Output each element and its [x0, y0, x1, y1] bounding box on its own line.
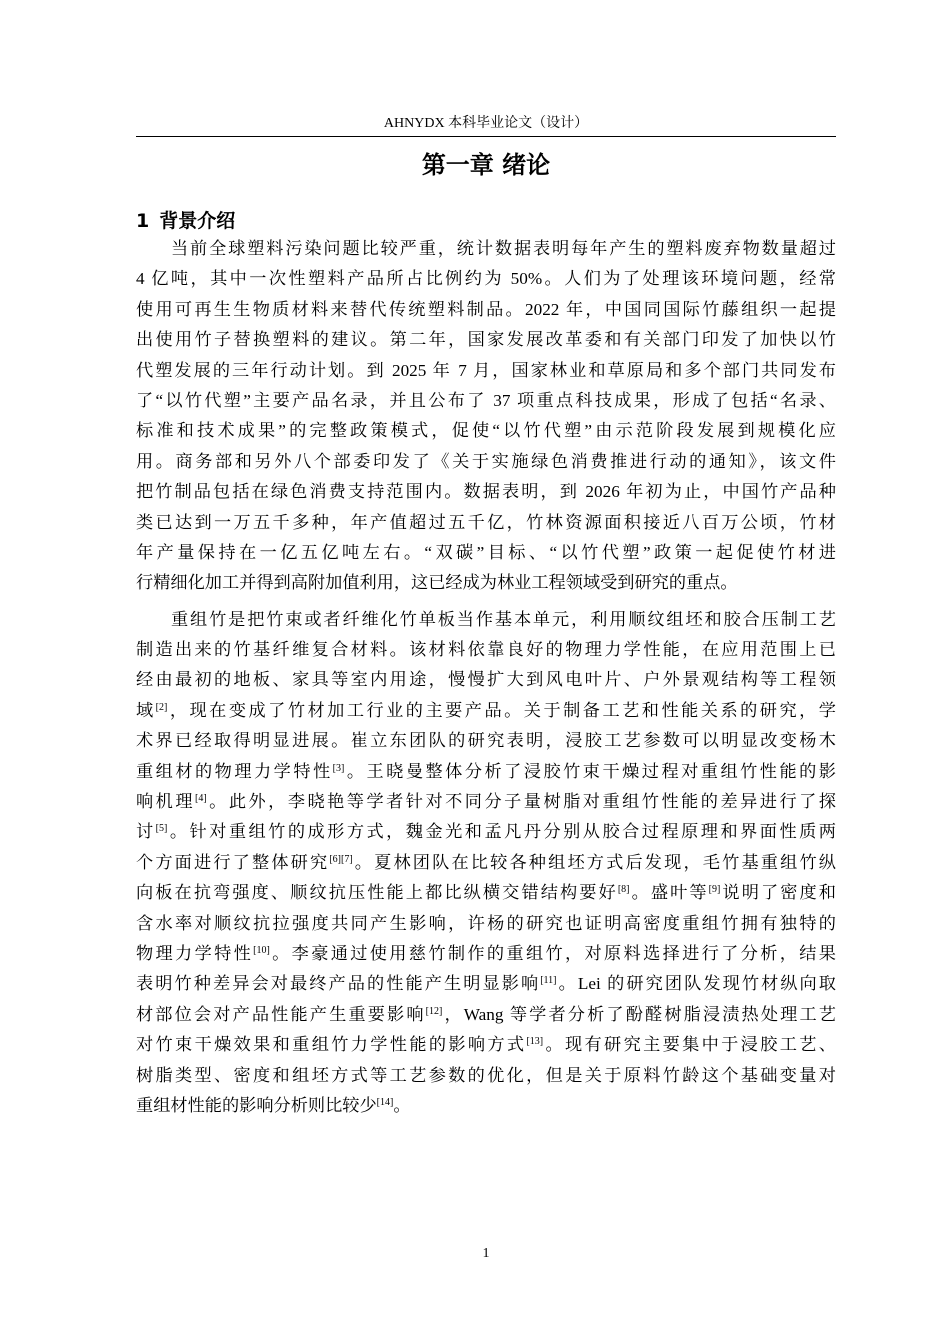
paragraph-line [136, 939, 836, 969]
paragraph-line [136, 817, 836, 847]
citation-marker: [10] [253, 944, 270, 956]
chapter-title: 第一章 绪论 [421, 151, 551, 179]
paragraph-line: 代塑发展的三年行动计划。到 2025 年 7 月，国家林业和草原局和多个部门共同发布 [136, 360, 836, 380]
paragraph-text: 表明竹种差异会对最终产品的性能产生明显影响 [136, 974, 541, 994]
paragraph-line [136, 665, 836, 695]
section-title: 背景介绍 [159, 210, 236, 232]
page-number: 1 [482, 1246, 490, 1261]
paragraph-line [136, 878, 836, 908]
body-text [136, 234, 836, 1121]
paragraph-line: 用。商务部和另外八个部委印发了《关于实施绿色消费推进行动的通知》，该文件 [136, 451, 836, 471]
paragraph-line: 当前全球塑料污染问题比较严重，统计数据表明每年产生的塑料废弃物数量超过 [171, 239, 836, 258]
paragraph-text: 。王晓曼整体分析了浸胶竹束干燥过程对重组竹性能的影 [344, 761, 836, 781]
paragraph-line [136, 696, 836, 726]
paragraph-line [136, 787, 836, 817]
paragraph-text: 重组材的物理力学特性 [136, 761, 333, 781]
paragraph-line [136, 1061, 836, 1091]
paragraph-line [136, 635, 836, 665]
paragraph-text: 。李豪通过使用慈竹制作的重组竹，对原料选择进行了分析，结果 [269, 943, 836, 963]
paragraph-text: 向板在抗弯强度、顺纹抗压性能上都比纵横交错结构要好 [136, 883, 618, 903]
paragraph-2 [136, 605, 836, 1122]
citation-marker: [5] [155, 823, 168, 835]
paragraph-text: 讨 [136, 822, 156, 842]
paragraph-text: ，Wang 等学者分析了酚醛树脂浸渍热处理工艺 [442, 1004, 836, 1024]
paragraph-text: 重组材性能的影响分析则比较少 [136, 1095, 377, 1115]
paragraph-line [136, 757, 836, 787]
paragraph-line: 类已达到一万五千多种，年产值超过五千亿，竹林资源面积接近八百万公顷，竹材 [136, 512, 836, 532]
paragraph-text: 对竹束干燥效果和重组竹力学性能的影响方式 [136, 1035, 527, 1055]
citation-marker: [12] [425, 1005, 443, 1017]
paragraph-text: 术界已经取得明显进展。崔立东团队的研究表明，浸胶工艺参数可以明显改变杨木 [136, 731, 836, 751]
paragraph-line [136, 848, 836, 878]
paragraph-text: 材部位会对产品性能产生重要影响 [136, 1004, 426, 1024]
citation-marker: [3] [332, 762, 345, 774]
paragraph-line [136, 726, 836, 756]
paragraph-text: 物理力学特性 [136, 943, 254, 963]
paragraph-text: ，现在变成了竹材加工行业的主要产品。关于制备工艺和性能关系的研究，学 [167, 700, 836, 720]
paragraph-text: 。夏林团队在比较各种组坯方式后发现，毛竹基重组竹纵 [352, 852, 836, 872]
citation-marker: [9] [708, 884, 721, 896]
citation-marker: [6][7] [329, 853, 353, 865]
citation-marker: [8] [617, 884, 630, 896]
paragraph-text: 说明了密度和 [720, 883, 836, 903]
paragraph-text: 响机理 [136, 792, 195, 812]
paragraph-text: 。Lei 的研究团队发现竹材纵向取 [556, 974, 836, 994]
paragraph-line [136, 1000, 836, 1030]
paragraph-line [136, 605, 836, 635]
section-number: 1 [136, 210, 150, 232]
paragraph-line: 把竹制品包括在绿色消费支持范围内。数据表明，到 2026 年初为止，中国竹产品种 [136, 482, 836, 502]
paragraph-line: 使用可再生生物质材料来替代传统塑料制品。2022 年，中国同国际竹藤组织一起提 [136, 299, 836, 319]
paragraph-text: 。盛叶等 [629, 883, 709, 903]
paragraph-line [136, 1091, 836, 1121]
citation-marker: [13] [526, 1036, 544, 1048]
paragraph-line [136, 1030, 836, 1060]
citation-marker: [4] [195, 793, 207, 805]
paragraph-text: 域 [136, 700, 156, 720]
paragraph-line [136, 969, 836, 999]
paragraph-line: 标准和技术成果”的完整政策模式，促使“以竹代塑”由示范阶段发展到规模化应 [136, 421, 836, 441]
paragraph-text: 。此外，李晓艳等学者针对不同分子量树脂对重组竹性能的差异进行了探 [206, 792, 836, 812]
paragraph-text: 。 [393, 1095, 411, 1115]
section-heading [136, 206, 235, 236]
citation-marker: [14] [376, 1096, 394, 1108]
paragraph-line: 出使用竹子替换塑料的建议。第二年，国家发展改革委和有关部门印发了加快以竹 [136, 330, 836, 350]
paragraph-line: 年产量保持在一亿五亿吨左右。“双碳”目标、“以竹代塑”政策一起促使竹材进 [136, 542, 836, 562]
paragraph-text: 含水率对顺纹抗拉强度共同产生影响，许杨的研究也证明高密度重组竹拥有独特的 [136, 913, 836, 933]
citation-marker: [2] [155, 701, 168, 713]
paragraph-text: 制造出来的竹基纤维复合材料。该材料依靠良好的物理力学性能，在应用范围上已 [136, 640, 836, 660]
paragraph-1 [136, 234, 836, 599]
paragraph-text: 。针对重组竹的成形方式，魏金光和孟凡丹分别从胶合过程原理和界面性质两 [167, 822, 836, 842]
paragraph-line: 行精细化加工并得到高附加值利用，这已经成为林业工程领域受到研究的重点。 [136, 573, 738, 593]
paragraph-text: 个方面进行了整体研究 [136, 852, 330, 872]
header-divider [136, 136, 836, 137]
paragraph-text: 树脂类型、密度和组坯方式等工艺参数的优化，但是关于原料竹龄这个基础变量对 [136, 1065, 836, 1085]
paragraph-text: 经由最初的地板、家具等室内用途，慢慢扩大到风电叶片、户外景观结构等工程领 [136, 670, 836, 690]
citation-marker: [11] [540, 975, 557, 987]
paragraph-line: 了“以竹代塑”主要产品名录，并且公布了 37 项重点科技成果，形成了包括“名录、 [136, 390, 836, 410]
paragraph-text: 重组竹是把竹束或者纤维化竹单板当作基本单元，利用顺纹组坯和胶合压制工艺 [171, 609, 836, 629]
paragraph-text: 。现有研究主要集中于浸胶工艺、 [543, 1035, 836, 1055]
running-header: AHNYDX 本科毕业论文（设计） [383, 116, 589, 131]
paragraph-line [136, 909, 836, 939]
paragraph-line: 4 亿吨，其中一次性塑料产品所占比例约为 50%。人们为了处理该环境问题，经常 [136, 269, 836, 289]
